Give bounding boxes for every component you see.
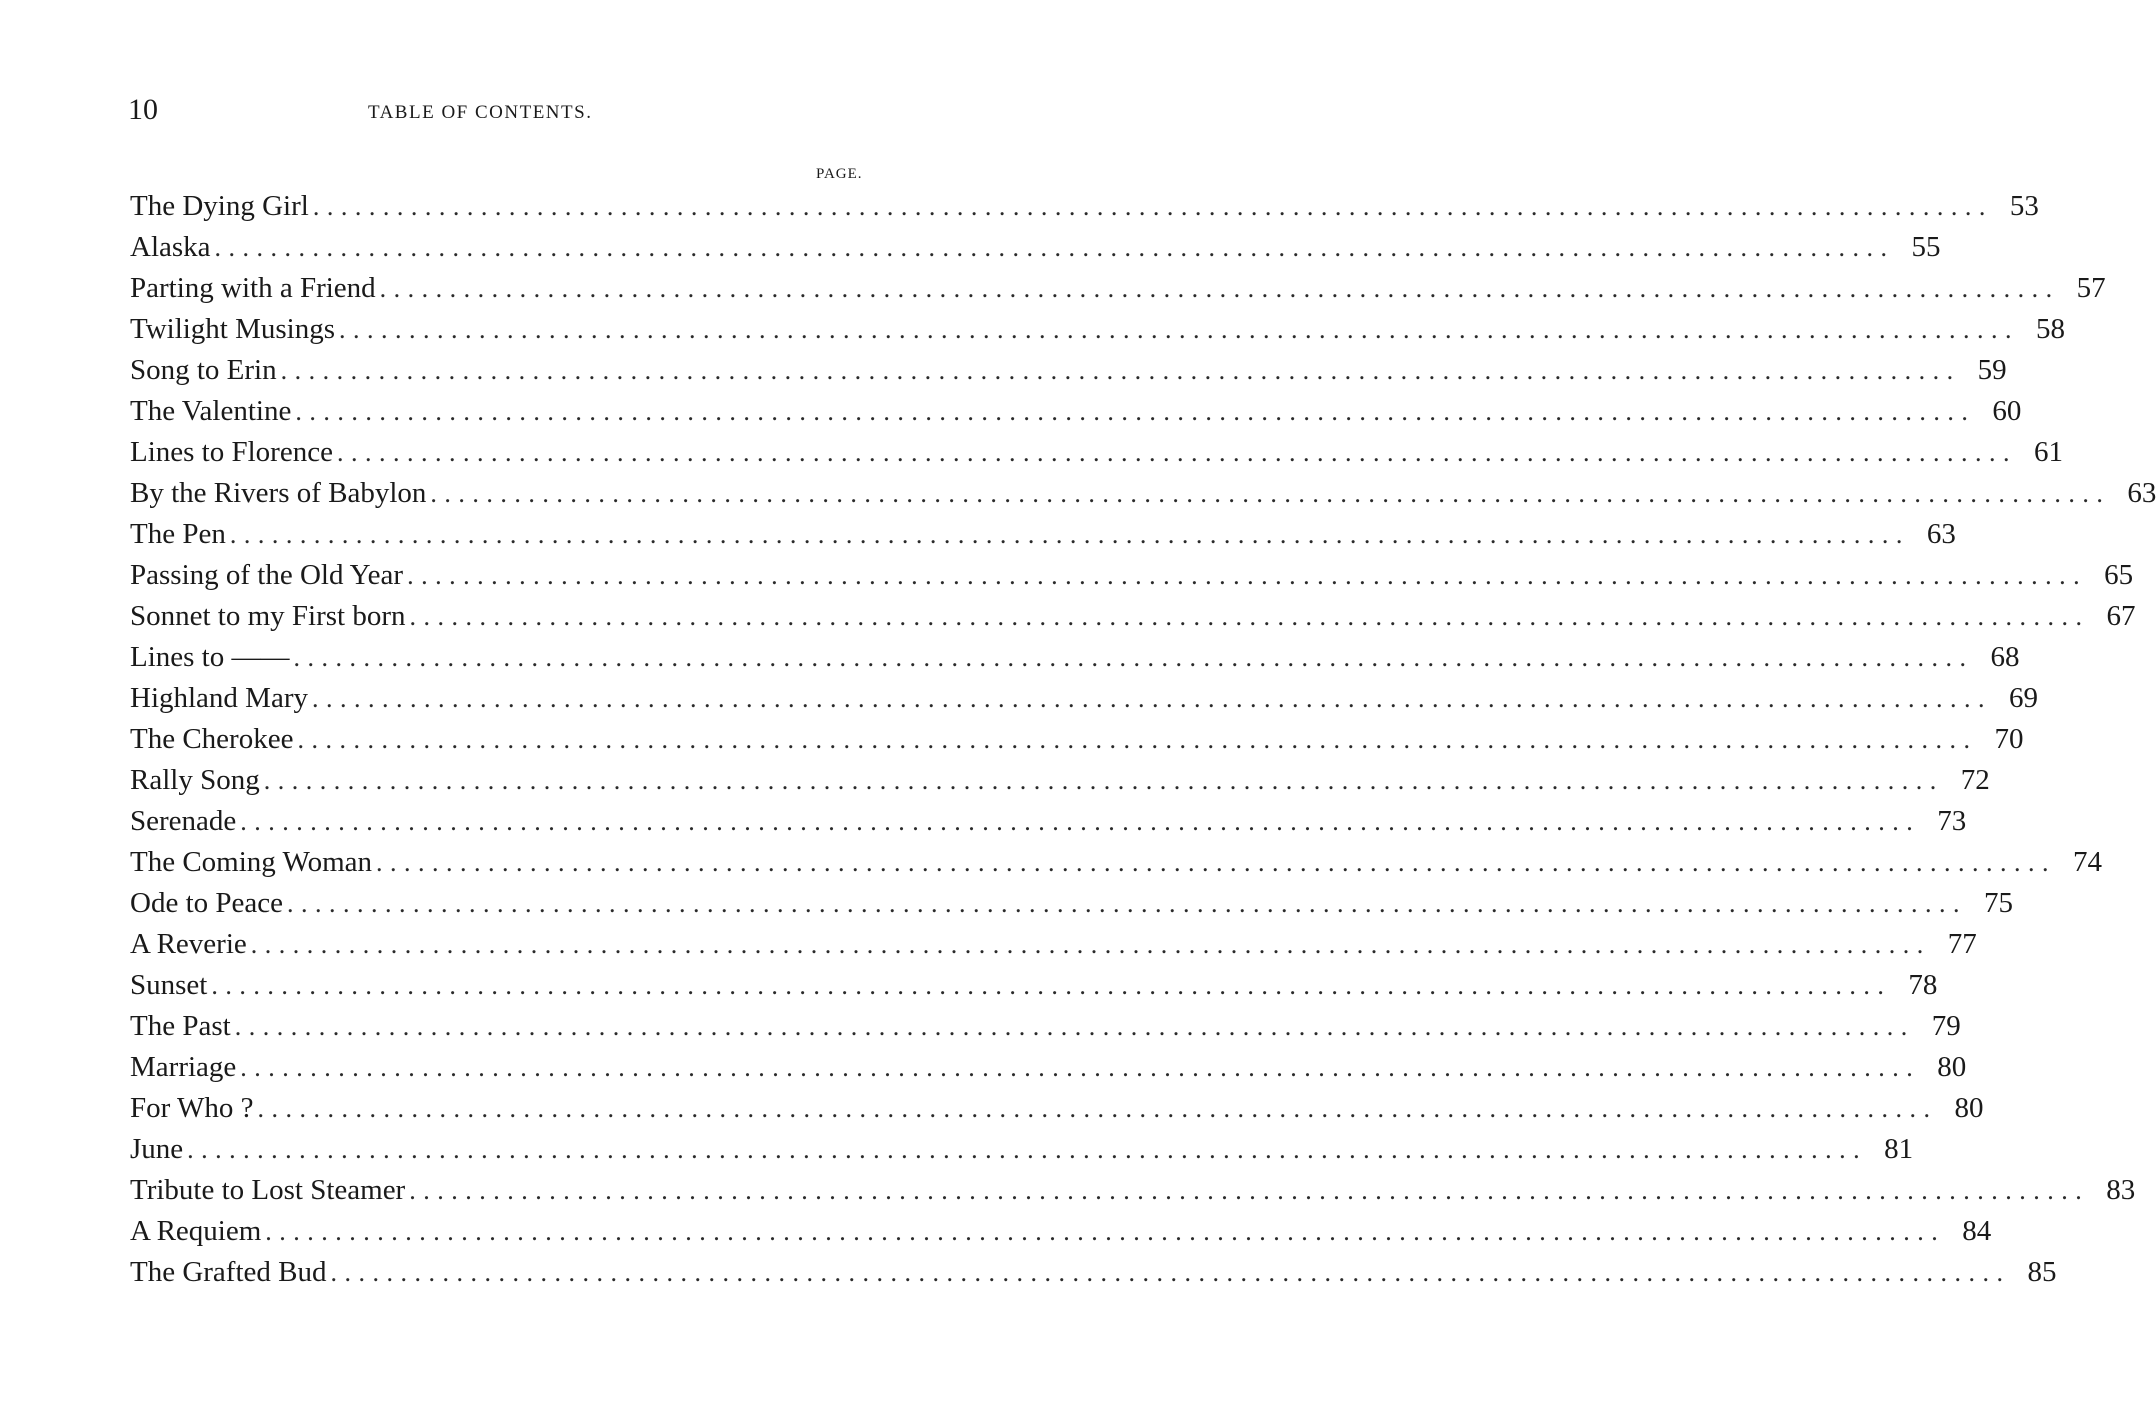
toc-entry-page: 73 [1937,805,1967,837]
toc-entry-title: Sunset [130,969,208,1001]
toc-entry [130,1006,1961,1047]
toc-entry-page: 65 [2104,559,2134,591]
toc-entry-title: The Past [130,1010,231,1042]
toc-entry-page: 57 [2076,272,2106,304]
toc-entry [130,186,2039,227]
toc-entry [130,842,2102,883]
toc-entry-title: Song to Erin [130,354,277,386]
toc-entry-page: 63 [1926,518,1956,550]
dot-leader: ........................................................................................................................ [409,602,2090,631]
dot-leader: ........................................................................................................................ [379,274,2060,303]
page-number: 10 [128,93,158,126]
toc-entry [130,309,2066,350]
dot-leader: ........................................................................................................................ [312,192,1993,221]
toc-entry-title: Sonnet to my First born [130,600,406,632]
toc-entry-title: The Cherokee [130,723,294,755]
toc-entry [130,432,2063,473]
toc-entry-page: 84 [1962,1215,1992,1247]
toc-entry-title: Parting with a Friend [130,272,376,304]
toc-entry-page: 79 [1931,1010,1961,1042]
dot-leader: ........................................................................................................................ [409,1176,2090,1205]
dot-leader: ........................................................................................................................ [287,889,1967,918]
toc-entry [130,637,2020,678]
toc-entry [130,227,1941,268]
toc-entry-title: The Pen [130,518,226,550]
dot-leader: ........................................................................................................................ [293,643,1974,672]
dot-leader: ........................................................................................................................ [280,356,1961,385]
toc-entry-title: Alaska [130,231,211,263]
toc-entry-title: A Reverie [130,928,247,960]
dot-leader: ........................................................................................................................ [263,766,1944,795]
dot-leader: ........................................................................................................................ [240,807,1921,836]
dot-leader: ........................................................................................................................ [407,561,2088,590]
toc-entry-page: 67 [2106,600,2136,632]
dot-leader: ........................................................................................................................ [234,1012,1915,1041]
toc-entry-page: 74 [2073,846,2102,878]
toc-entry-page: 69 [2009,682,2038,714]
toc-entry-page: 78 [1908,969,1938,1001]
dot-leader: ........................................................................................................................ [297,725,1978,754]
toc-entry-page: 70 [1994,723,2024,755]
toc-entry-page: 55 [1911,231,1941,263]
page-column-label: PAGE. [816,166,863,182]
toc-entry [130,801,1967,842]
dot-leader: ........................................................................................................................ [336,438,2017,467]
toc-entry [130,965,1938,1006]
toc-entry-title: The Coming Woman [130,846,372,878]
toc-entry [130,1129,1914,1170]
toc-entry-page: 83 [2106,1174,2136,1206]
toc-entry [130,924,1977,965]
dot-leader: ........................................................................................................................ [376,848,2056,877]
toc-entry-title: Rally Song [130,764,260,796]
toc-entry [130,555,2134,596]
dot-leader: ........................................................................................................................ [240,1053,1921,1082]
dot-leader: ........................................................................................................................ [295,397,1976,426]
dot-leader: ........................................................................................................................ [430,479,2111,508]
toc-entry-title: Lines to —— [130,641,290,673]
toc-entry-title: Serenade [130,805,237,837]
toc-entry [130,1088,1984,1129]
toc-entry-title: For Who ? [130,1092,254,1124]
toc-entry [130,350,2007,391]
toc-entry-title: Passing of the Old Year [130,559,404,591]
toc-entry-title: By the Rivers of Babylon [130,477,427,509]
toc-entry-page: 81 [1884,1133,1914,1165]
dot-leader: ........................................................................................................................ [229,520,1910,549]
toc-entry-page: 59 [1977,354,2007,386]
toc-entry-page: 58 [2036,313,2066,345]
toc-entry [130,760,1990,801]
toc-entry [130,514,1956,555]
toc-entry-title: June [130,1133,184,1165]
toc-entry [130,473,2156,514]
toc-entry [130,1211,1992,1252]
toc-entry-page: 75 [1984,887,2013,919]
toc-entry [130,391,2022,432]
toc-entry-page: 53 [2009,190,2039,222]
toc-entry-title: The Grafted Bud [130,1256,327,1288]
toc-entry-title: Lines to Florence [130,436,333,468]
toc-entry [130,719,2024,760]
dot-leader: ........................................................................................................................ [265,1217,1946,1246]
dot-leader: ........................................................................................................................ [211,971,1892,1000]
toc-entry-title: Twilight Musings [130,313,336,345]
toc-entry-page: 63 [2127,477,2156,509]
toc-entry-title: Ode to Peace [130,887,283,919]
toc-entry-page: 85 [2027,1256,2057,1288]
toc-entry-title: Highland Mary [130,682,308,714]
running-head: TABLE OF CONTENTS. [368,102,593,123]
dot-leader: ........................................................................................................................ [250,930,1931,959]
toc-entry [130,678,2038,719]
dot-leader: ........................................................................................................................ [214,233,1895,262]
toc-entry-page: 61 [2033,436,2063,468]
toc-entry [130,1252,2057,1293]
dot-leader: ........................................................................................................................ [330,1258,2011,1287]
toc-entry-page: 80 [1937,1051,1967,1083]
dot-leader: ........................................................................................................................ [312,684,1992,713]
toc-entry [130,883,2013,924]
toc-entry-title: Tribute to Lost Steamer [130,1174,406,1206]
dot-leader: ........................................................................................................................ [339,315,2020,344]
toc-entry-page: 68 [1990,641,2020,673]
dot-leader: ........................................................................................................................ [187,1135,1868,1164]
toc-entry-title: Marriage [130,1051,237,1083]
toc-entry [130,596,2136,637]
toc-entry [130,1170,2136,1211]
toc-entry [130,268,2106,309]
dot-leader: ........................................................................................................................ [257,1094,1938,1123]
toc-entry-page: 60 [1992,395,2022,427]
toc-entry-title: A Requiem [130,1215,262,1247]
toc-entry-page: 72 [1960,764,1990,796]
toc-entry [130,1047,1967,1088]
toc-entry-page: 80 [1954,1092,1984,1124]
toc-entry-title: The Valentine [130,395,292,427]
toc-entry-page: 77 [1947,928,1977,960]
table-of-contents [130,186,2156,1293]
toc-entry-title: The Dying Girl [130,190,309,222]
